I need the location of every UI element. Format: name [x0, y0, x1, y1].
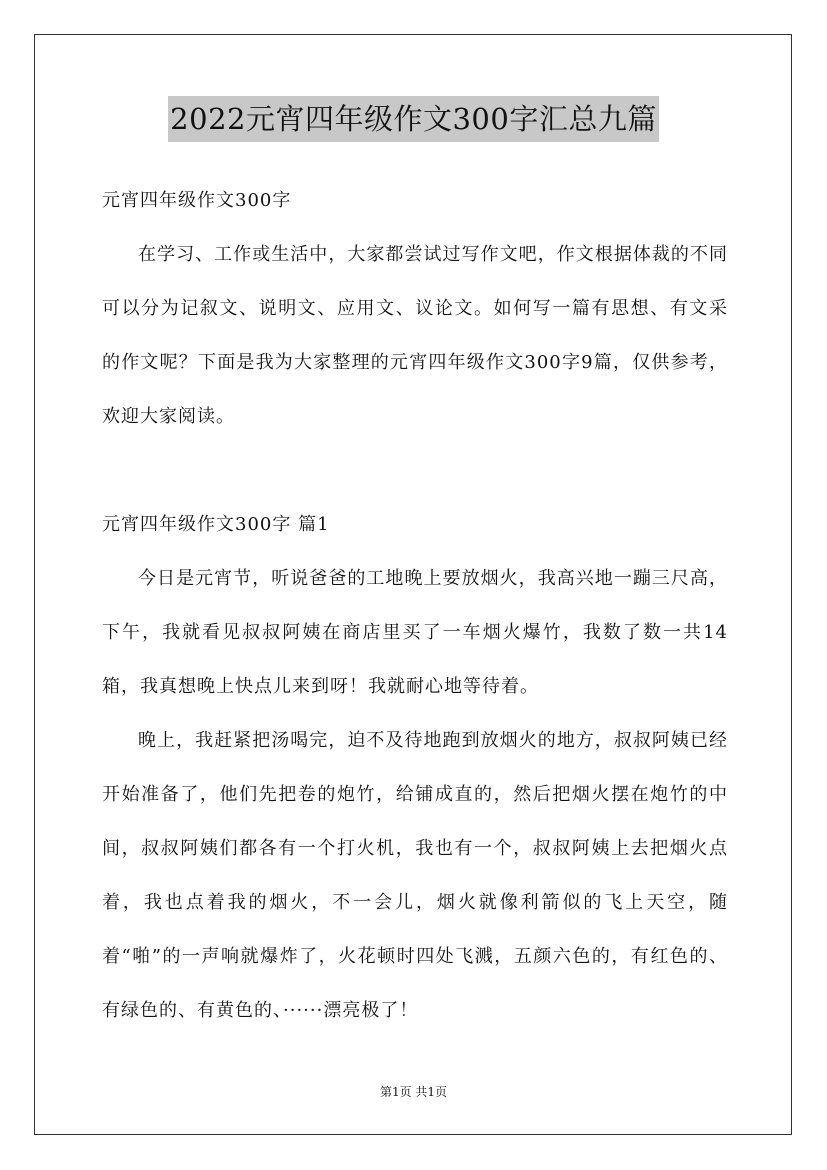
title-container	[0, 96, 827, 142]
section-spacer	[102, 444, 728, 498]
body-paragraph-2: 晚上，我赶紧把汤喝完，迫不及待地跑到放烟火的地方，叔叔阿姨已经开始准备了，他们先把卷的炮竹，给铺成直的，然后把烟火摆在炮竹的中间，叔叔阿姨们都各有一个打火机，我也有一个，叔叔阿姨上去把烟火点着，我也点着我的烟火，不一会儿，烟火就像利箭似的飞上天空，随着“啪”的一声响就爆炸了，火花顿时四处飞溅，五颜六色的，有红色的、有绿色的、有黄色的、······漂亮极了！	[102, 730, 728, 1021]
article-heading: 元宵四年级作文300字 篇1	[102, 514, 330, 535]
section-heading: 元宵四年级作文300字	[102, 190, 292, 211]
document-body	[102, 174, 728, 1038]
intro-paragraph: 在学习、工作或生活中，大家都尝试过写作文吧，作文根据体裁的不同可以分为记叙文、说明文、应用文、议论文。如何写一篇有思想、有文采的作文呢？下面是我为大家整理的元宵四年级作文300字9篇，仅供参考，欢迎大家阅读。	[102, 244, 728, 427]
document-title: 2022元宵四年级作文300字汇总九篇	[168, 96, 659, 142]
body-paragraph-1: 今日是元宵节，听说爸爸的工地晚上要放烟火，我高兴地一蹦三尺高，下午，我就看见叔叔阿姨在商店里买了一车烟火爆竹，我数了数一共14箱，我真想晚上快点儿来到呀！我就耐心地等待着。	[102, 568, 728, 697]
page-footer: 第1页 共1页	[379, 1085, 448, 1099]
